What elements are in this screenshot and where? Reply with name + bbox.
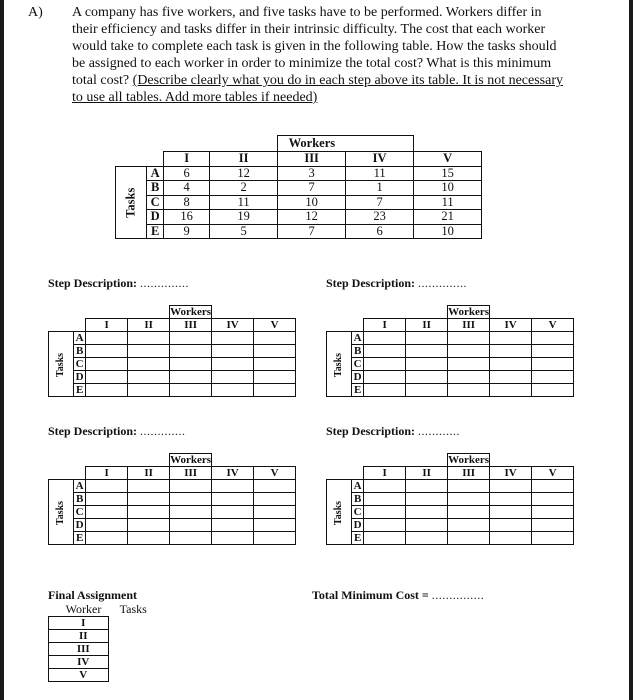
empty-cell[interactable] — [212, 506, 254, 519]
column-header: III — [278, 152, 346, 167]
worker-label: IV — [59, 655, 109, 668]
column-header: I — [364, 319, 406, 332]
empty-cell[interactable] — [254, 358, 296, 371]
empty-cell[interactable] — [212, 345, 254, 358]
final-assignment-table — [48, 602, 159, 682]
column-header: II — [406, 467, 448, 480]
empty-cell[interactable] — [490, 345, 532, 358]
table-row — [49, 629, 159, 642]
table-row — [327, 371, 574, 384]
column-header: I — [364, 467, 406, 480]
worker-column-header: Worker — [65, 601, 102, 616]
empty-cell[interactable] — [406, 371, 448, 384]
instruction-text: (Describe clearly what you do in each step above its table. It is not necessary — [132, 73, 564, 88]
empty-cell[interactable] — [490, 332, 532, 345]
table-row — [327, 384, 574, 397]
empty-cell[interactable] — [212, 532, 254, 545]
cost-cell: 6 — [346, 224, 414, 239]
empty-cell[interactable] — [170, 493, 212, 506]
empty-cell[interactable] — [170, 480, 212, 493]
table-row — [327, 532, 574, 545]
empty-cell[interactable] — [448, 358, 490, 371]
table-row — [116, 224, 482, 239]
tasks-header: Tasks — [333, 352, 345, 377]
empty-cell[interactable] — [532, 332, 574, 345]
row-header: D — [74, 519, 86, 532]
column-header: V — [532, 467, 574, 480]
column-header: V — [532, 319, 574, 332]
step-table — [48, 453, 296, 545]
table-row — [49, 493, 296, 506]
column-header: III — [170, 319, 212, 332]
empty-cell[interactable] — [364, 384, 406, 397]
row-header: D — [352, 371, 364, 384]
cost-cell: 23 — [346, 210, 414, 225]
cost-cell: 16 — [164, 210, 210, 225]
left-edge-bar — [0, 0, 4, 700]
empty-cell[interactable] — [128, 519, 170, 532]
empty-cell[interactable] — [406, 519, 448, 532]
problem-line: be assigned to each worker in order to minimize the total cost? What is this minimum — [72, 56, 552, 71]
empty-cell[interactable] — [86, 345, 128, 358]
step-description — [326, 424, 460, 439]
worker-label: V — [59, 668, 109, 681]
total-cost-label: Total Minimum Cost = — [312, 588, 429, 602]
cost-cell: 11 — [210, 195, 278, 210]
row-header: E — [352, 532, 364, 545]
empty-cell[interactable] — [448, 519, 490, 532]
column-header: IV — [490, 319, 532, 332]
cost-cell: 7 — [346, 195, 414, 210]
step-description-label: Step Description: — [326, 276, 415, 290]
cost-cell: 4 — [164, 181, 210, 196]
row-header: D — [74, 371, 86, 384]
empty-cell[interactable] — [490, 358, 532, 371]
column-header: IV — [212, 319, 254, 332]
empty-cell[interactable] — [532, 493, 574, 506]
step-description-label: Step Description: — [326, 424, 415, 438]
cost-cell: 10 — [414, 224, 482, 239]
step-description — [48, 424, 186, 439]
empty-cell[interactable] — [406, 332, 448, 345]
problem-line: would take to complete each task is given in the following table. How the tasks should — [72, 39, 557, 54]
row-header: E — [74, 532, 86, 545]
empty-cell[interactable] — [490, 384, 532, 397]
empty-cell[interactable] — [212, 480, 254, 493]
cost-cell: 19 — [210, 210, 278, 225]
empty-cell[interactable] — [212, 371, 254, 384]
step-description-dots: ............ — [418, 424, 460, 438]
empty-cell[interactable] — [86, 493, 128, 506]
column-header: I — [86, 467, 128, 480]
worker-label: I — [59, 616, 109, 629]
step-table-slot — [326, 305, 574, 397]
table-row — [49, 358, 296, 371]
total-cost-dots: ............... — [431, 588, 485, 602]
empty-cell[interactable] — [490, 532, 532, 545]
table-row — [49, 655, 159, 668]
table-row — [49, 532, 296, 545]
table-row — [327, 358, 574, 371]
empty-cell[interactable] — [128, 345, 170, 358]
cost-cell: 10 — [414, 181, 482, 196]
problem-label: A) — [28, 5, 43, 20]
empty-cell[interactable] — [128, 358, 170, 371]
empty-cell[interactable] — [170, 532, 212, 545]
empty-cell[interactable] — [212, 332, 254, 345]
row-header: C — [74, 506, 86, 519]
row-header: A — [147, 166, 164, 181]
cost-cell: 2 — [210, 181, 278, 196]
row-header: A — [74, 480, 86, 493]
empty-cell[interactable] — [170, 358, 212, 371]
empty-cell[interactable] — [364, 371, 406, 384]
row-header: C — [74, 358, 86, 371]
step-description-dots: ............. — [140, 424, 186, 438]
empty-cell[interactable] — [86, 384, 128, 397]
cost-cell: 8 — [164, 195, 210, 210]
empty-cell[interactable] — [86, 506, 128, 519]
row-header: E — [74, 384, 86, 397]
column-header: V — [254, 319, 296, 332]
empty-cell[interactable] — [532, 519, 574, 532]
table-row — [49, 332, 296, 345]
table-row — [49, 480, 296, 493]
cost-cell: 9 — [164, 224, 210, 239]
empty-cell[interactable] — [128, 371, 170, 384]
column-header: III — [170, 467, 212, 480]
step-table-slot — [326, 453, 574, 545]
empty-cell[interactable] — [448, 332, 490, 345]
cost-cell: 11 — [414, 195, 482, 210]
table-row — [49, 668, 159, 681]
empty-cell[interactable] — [128, 493, 170, 506]
workers-header: Workers — [448, 454, 490, 466]
table-row — [327, 480, 574, 493]
table-row — [327, 519, 574, 532]
empty-cell[interactable] — [254, 384, 296, 397]
empty-cell[interactable] — [490, 519, 532, 532]
column-header: II — [210, 152, 278, 167]
empty-cell[interactable] — [254, 332, 296, 345]
table-row — [49, 384, 296, 397]
total-minimum-cost — [312, 588, 484, 603]
tasks-header: Tasks — [123, 187, 138, 218]
table-row — [327, 332, 574, 345]
cost-cell: 7 — [278, 181, 346, 196]
empty-cell[interactable] — [448, 506, 490, 519]
cost-cell: 15 — [414, 166, 482, 181]
empty-cell[interactable] — [128, 332, 170, 345]
empty-cell[interactable] — [86, 332, 128, 345]
table-row — [49, 519, 296, 532]
column-header: V — [254, 467, 296, 480]
empty-cell[interactable] — [448, 532, 490, 545]
row-header: C — [352, 358, 364, 371]
workers-header: Workers — [170, 306, 212, 318]
empty-cell[interactable] — [490, 493, 532, 506]
empty-cell[interactable] — [128, 532, 170, 545]
row-header: D — [147, 210, 164, 225]
row-header: D — [352, 519, 364, 532]
column-header: IV — [346, 152, 414, 167]
empty-cell[interactable] — [490, 506, 532, 519]
column-header: II — [128, 467, 170, 480]
empty-cell[interactable] — [364, 332, 406, 345]
empty-cell[interactable] — [86, 519, 128, 532]
empty-cell[interactable] — [532, 506, 574, 519]
empty-cell[interactable] — [364, 480, 406, 493]
empty-cell[interactable] — [170, 345, 212, 358]
tasks-header: Tasks — [333, 500, 345, 525]
empty-cell[interactable] — [128, 506, 170, 519]
empty-cell[interactable] — [532, 345, 574, 358]
row-header: A — [352, 480, 364, 493]
empty-cell[interactable] — [254, 506, 296, 519]
empty-cell[interactable] — [254, 371, 296, 384]
empty-cell[interactable] — [254, 493, 296, 506]
final-assignment-title: Final Assignment — [48, 588, 138, 602]
empty-cell[interactable] — [406, 345, 448, 358]
step-description-label: Step Description: — [48, 276, 137, 290]
column-header: IV — [212, 467, 254, 480]
step-table-slot — [48, 305, 296, 397]
workers-header: Workers — [278, 136, 346, 152]
empty-cell[interactable] — [254, 345, 296, 358]
table-row — [116, 195, 482, 210]
cost-cell: 1 — [346, 181, 414, 196]
empty-cell[interactable] — [254, 480, 296, 493]
empty-cell[interactable] — [86, 480, 128, 493]
empty-cell[interactable] — [406, 532, 448, 545]
cost-cell: 5 — [210, 224, 278, 239]
table-row — [116, 166, 482, 181]
tasks-column-header: Tasks — [119, 602, 147, 616]
column-header: V — [414, 152, 482, 167]
cost-cell: 21 — [414, 210, 482, 225]
row-header: E — [147, 224, 164, 239]
empty-cell[interactable] — [170, 384, 212, 397]
empty-cell[interactable] — [448, 345, 490, 358]
table-row — [49, 616, 159, 629]
table-row — [116, 181, 482, 196]
step-description — [48, 276, 189, 291]
empty-cell[interactable] — [448, 480, 490, 493]
worker-label: II — [59, 629, 109, 642]
empty-cell[interactable] — [364, 532, 406, 545]
workers-header: Workers — [448, 306, 490, 318]
row-header: A — [74, 332, 86, 345]
empty-cell[interactable] — [86, 532, 128, 545]
problem-line: their efficiency and tasks differ in their intrinsic difficulty. The cost that each worker — [72, 22, 546, 37]
empty-cell[interactable] — [448, 384, 490, 397]
row-header: B — [74, 493, 86, 506]
empty-cell[interactable] — [406, 384, 448, 397]
empty-cell[interactable] — [364, 506, 406, 519]
empty-cell[interactable] — [532, 480, 574, 493]
step-description-dots: .............. — [418, 276, 467, 290]
cost-cell: 10 — [278, 195, 346, 210]
step-description — [326, 276, 467, 291]
workers-header: Workers — [170, 454, 212, 466]
empty-cell[interactable] — [254, 519, 296, 532]
column-header: I — [86, 319, 128, 332]
worker-label: III — [59, 642, 109, 655]
column-header: II — [406, 319, 448, 332]
column-header: III — [448, 319, 490, 332]
row-header: B — [352, 345, 364, 358]
row-header: E — [352, 384, 364, 397]
row-header: C — [147, 195, 164, 210]
empty-cell[interactable] — [170, 332, 212, 345]
empty-cell[interactable] — [532, 371, 574, 384]
empty-cell[interactable] — [364, 519, 406, 532]
empty-cell[interactable] — [212, 493, 254, 506]
step-table — [326, 453, 574, 545]
table-row — [49, 371, 296, 384]
empty-cell[interactable] — [490, 480, 532, 493]
table-row — [327, 493, 574, 506]
empty-cell[interactable] — [532, 358, 574, 371]
cost-cell: 7 — [278, 224, 346, 239]
table-row — [49, 345, 296, 358]
empty-cell[interactable] — [86, 358, 128, 371]
empty-cell[interactable] — [212, 358, 254, 371]
empty-cell[interactable] — [170, 519, 212, 532]
empty-cell[interactable] — [448, 371, 490, 384]
problem-line: total cost? — [72, 73, 130, 88]
problem-line: A company has five workers, and five tasks have to be performed. Workers differ in — [72, 5, 542, 20]
cost-cell: 12 — [210, 166, 278, 181]
empty-cell[interactable] — [490, 371, 532, 384]
cost-cell: 12 — [278, 210, 346, 225]
empty-cell[interactable] — [170, 371, 212, 384]
empty-cell[interactable] — [448, 493, 490, 506]
row-header: C — [352, 506, 364, 519]
right-edge-bar — [629, 0, 633, 700]
row-header: B — [352, 493, 364, 506]
empty-cell[interactable] — [532, 532, 574, 545]
empty-cell[interactable] — [364, 345, 406, 358]
row-header: B — [147, 181, 164, 196]
table-row — [49, 642, 159, 655]
empty-cell[interactable] — [406, 493, 448, 506]
row-header: B — [74, 345, 86, 358]
column-header: I — [164, 152, 210, 167]
empty-cell[interactable] — [364, 358, 406, 371]
instruction-text: to use all tables. Add more tables if needed) — [72, 90, 318, 105]
empty-cell[interactable] — [406, 480, 448, 493]
cost-cell: 3 — [278, 166, 346, 181]
column-header: IV — [490, 467, 532, 480]
table-row — [327, 506, 574, 519]
empty-cell[interactable] — [406, 506, 448, 519]
empty-cell[interactable] — [406, 358, 448, 371]
step-description-dots: .............. — [140, 276, 189, 290]
empty-cell[interactable] — [86, 371, 128, 384]
step-table — [48, 305, 296, 397]
tasks-header: Tasks — [55, 500, 67, 525]
empty-cell[interactable] — [212, 519, 254, 532]
cost-cell: 6 — [164, 166, 210, 181]
empty-cell[interactable] — [128, 480, 170, 493]
empty-cell[interactable] — [212, 384, 254, 397]
empty-cell[interactable] — [532, 384, 574, 397]
step-description-label: Step Description: — [48, 424, 137, 438]
empty-cell[interactable] — [128, 384, 170, 397]
table-row — [327, 345, 574, 358]
problem-statement — [28, 4, 598, 106]
empty-cell[interactable] — [364, 493, 406, 506]
step-table — [326, 305, 574, 397]
empty-cell[interactable] — [170, 506, 212, 519]
cost-cell: 11 — [346, 166, 414, 181]
step-table-slot — [48, 453, 296, 545]
cost-table — [115, 135, 482, 239]
empty-cell[interactable] — [254, 532, 296, 545]
table-row — [116, 210, 482, 225]
tasks-header: Tasks — [55, 352, 67, 377]
column-header: III — [448, 467, 490, 480]
column-header: II — [128, 319, 170, 332]
table-row — [49, 506, 296, 519]
row-header: A — [352, 332, 364, 345]
